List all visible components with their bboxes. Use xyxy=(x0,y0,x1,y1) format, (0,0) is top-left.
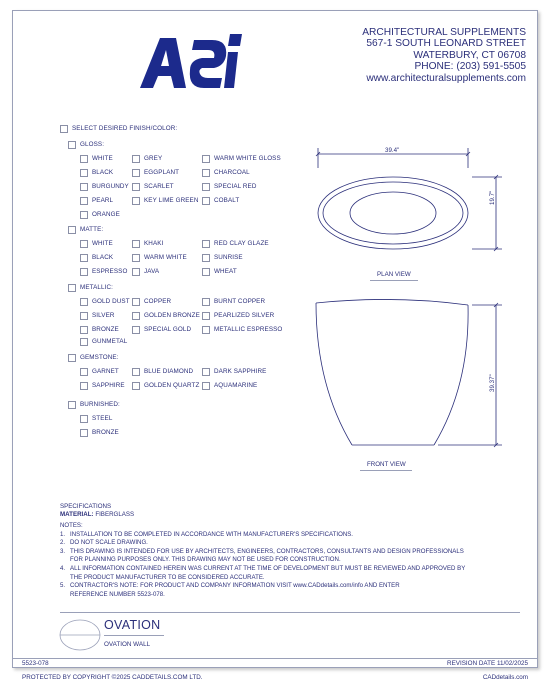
plan-depth-dimension: 19.7" xyxy=(489,190,496,205)
gemstone-garnet-checkbox[interactable] xyxy=(80,368,88,376)
company-name: ARCHITECTURAL SUPPLEMENTS xyxy=(362,27,526,38)
gloss-white-checkbox[interactable] xyxy=(80,155,88,163)
drawing-title: OVATION xyxy=(104,618,161,632)
front-view-drawing xyxy=(310,295,510,455)
material-line xyxy=(60,511,134,519)
gemstone-sapphire-label: SAPPHIRE xyxy=(92,382,125,389)
gloss-burgundy-checkbox[interactable] xyxy=(80,183,88,191)
gemstone-golden-quartz-label: GOLDEN QUARTZ xyxy=(144,382,200,389)
material-label: MATERIAL: xyxy=(60,511,94,518)
gloss-eggplant-checkbox[interactable] xyxy=(132,169,140,177)
metallic-golden-bronze-label: GOLDEN BRONZE xyxy=(144,312,200,319)
company-website[interactable]: www.architecturalsupplements.com xyxy=(366,72,526,84)
matte-java-label: JAVA xyxy=(144,268,160,275)
gloss-label: GLOSS: xyxy=(80,141,105,148)
gemstone-golden-quartz-checkbox[interactable] xyxy=(132,382,140,390)
gemstone-garnet-label: GARNET xyxy=(92,368,119,375)
gloss-charcoal-label: CHARCOAL xyxy=(214,169,250,176)
metallic-gunmetal-label: GUNMETAL xyxy=(92,338,128,345)
matte-sunrise-checkbox[interactable] xyxy=(202,254,210,262)
metallic-copper-checkbox[interactable] xyxy=(132,298,140,306)
title-underline xyxy=(104,635,164,636)
matte-white-checkbox[interactable] xyxy=(80,240,88,248)
gloss-white-label: WHITE xyxy=(92,155,113,162)
matte-warm-white-label: WARM WHITE xyxy=(144,254,187,261)
front-view-label: FRONT VIEW xyxy=(367,461,406,468)
finish-checkbox[interactable] xyxy=(60,125,68,133)
plan-width-dimension: 39.4" xyxy=(385,147,400,154)
plan-view-label: PLAN VIEW xyxy=(377,271,411,278)
gloss-special-red-label: SPECIAL RED xyxy=(214,183,257,190)
gloss-warm-white-gloss-checkbox[interactable] xyxy=(202,155,210,163)
finish-header: SELECT DESIRED FINISH/COLOR: xyxy=(72,125,178,132)
metallic-special-gold-label: SPECIAL GOLD xyxy=(144,326,192,333)
gloss-orange-checkbox[interactable] xyxy=(80,211,88,219)
burnished-checkbox[interactable] xyxy=(68,401,76,409)
gloss-key-lime-green-checkbox[interactable] xyxy=(132,197,140,205)
metallic-gold-dust-label: GOLD DUST xyxy=(92,298,130,305)
matte-espresso-label: ESPRESSO xyxy=(92,268,128,275)
gloss-black-label: BLACK xyxy=(92,169,114,176)
front-view-label-underline xyxy=(360,470,412,471)
asi-logo xyxy=(138,30,248,90)
gemstone-blue-diamond-checkbox[interactable] xyxy=(132,368,140,376)
matte-wheat-checkbox[interactable] xyxy=(202,268,210,276)
gloss-scarlet-label: SCARLET xyxy=(144,183,174,190)
metallic-metallic-espresso-checkbox[interactable] xyxy=(202,326,210,334)
matte-red-clay-glaze-checkbox[interactable] xyxy=(202,240,210,248)
gloss-key-lime-green-label: KEY LIME GREEN xyxy=(144,197,199,204)
matte-sunrise-label: SUNRISE xyxy=(214,254,243,261)
gloss-grey-label: GREY xyxy=(144,155,163,162)
gloss-cobalt-label: COBALT xyxy=(214,197,240,204)
gemstone-aquamarine-checkbox[interactable] xyxy=(202,382,210,390)
gloss-pearl-label: PEARL xyxy=(92,197,114,204)
burnished-bronze-label: BRONZE xyxy=(92,429,119,436)
material-value: FIBERGLASS xyxy=(95,511,135,518)
notes-section xyxy=(60,522,520,599)
matte-khaki-label: KHAKI xyxy=(144,240,164,247)
matte-black-label: BLACK xyxy=(92,254,114,261)
metallic-silver-checkbox[interactable] xyxy=(80,312,88,320)
metallic-gold-dust-checkbox[interactable] xyxy=(80,298,88,306)
gemstone-dark-sapphire-label: DARK SAPPHIRE xyxy=(214,368,267,375)
company-address-line2: WATERBURY, CT 06708 xyxy=(413,49,526,61)
specifications-header: SPECIFICATIONS xyxy=(60,503,112,510)
gloss-charcoal-checkbox[interactable] xyxy=(202,169,210,177)
company-phone: PHONE: (203) 591-5505 xyxy=(414,61,526,73)
gloss-special-red-checkbox[interactable] xyxy=(202,183,210,191)
metallic-bronze-label: BRONZE xyxy=(92,326,119,333)
note-item: 5. CONTRACTOR'S NOTE: FOR PRODUCT AND COMPANY INFORMATION VISIT www.CADdetails.com/info AND ENTER xyxy=(60,582,400,590)
metallic-gunmetal-checkbox[interactable] xyxy=(80,338,88,346)
metallic-bronze-checkbox[interactable] xyxy=(80,326,88,334)
metallic-checkbox[interactable] xyxy=(68,284,76,292)
metallic-pearlized-silver-label: PEARLIZED SILVER xyxy=(214,312,275,319)
gloss-orange-label: ORANGE xyxy=(92,211,120,218)
metallic-golden-bronze-checkbox[interactable] xyxy=(132,312,140,320)
matte-label: MATTE: xyxy=(80,226,104,233)
metallic-pearlized-silver-checkbox[interactable] xyxy=(202,312,210,320)
title-block-divider xyxy=(60,612,520,613)
gloss-checkbox[interactable] xyxy=(68,141,76,149)
gemstone-dark-sapphire-checkbox[interactable] xyxy=(202,368,210,376)
note-item-continued: THE PRODUCT MANUFACTURER TO BE CONSIDERED ACCURATE. xyxy=(70,573,265,581)
gloss-burgundy-label: BURGUNDY xyxy=(92,183,129,190)
burnished-steel-label: STEEL xyxy=(92,415,113,422)
plan-view-drawing xyxy=(310,140,510,290)
metallic-special-gold-checkbox[interactable] xyxy=(132,326,140,334)
note-item: 2. DO NOT SCALE DRAWING. xyxy=(60,539,148,547)
footer-divider xyxy=(12,658,538,659)
gemstone-blue-diamond-label: BLUE DIAMOND xyxy=(144,368,194,375)
metallic-metallic-espresso-label: METALLIC ESPRESSO xyxy=(214,326,283,333)
note-item-continued: FOR PLANNING PURPOSES ONLY. THIS DRAWING MAY NOT BE USED FOR CONSTRUCTION. xyxy=(70,556,341,564)
gloss-warm-white-gloss-label: WARM WHITE GLOSS xyxy=(214,155,281,162)
matte-warm-white-checkbox[interactable] xyxy=(132,254,140,262)
metallic-silver-label: SILVER xyxy=(92,312,115,319)
gloss-cobalt-checkbox[interactable] xyxy=(202,197,210,205)
metallic-label: METALLIC: xyxy=(80,284,113,291)
burnished-steel-checkbox[interactable] xyxy=(80,415,88,423)
note-item: 3. THIS DRAWING IS INTENDED FOR USE BY ARCHITECTS, ENGINEERS, CONTRACTORS, CONSULTANTS AND DESIGN PROFESSIONALS xyxy=(60,547,464,555)
gemstone-sapphire-checkbox[interactable] xyxy=(80,382,88,390)
note-item: 4. ALL INFORMATION CONTAINED HEREIN WAS CURRENT AT THE TIME OF DEVELOPMENT BUT MUST BE REVIEWED AND APPROVED BY xyxy=(60,564,466,572)
metallic-burnt-copper-label: BURNT COPPER xyxy=(214,298,266,305)
matte-wheat-label: WHEAT xyxy=(214,268,237,275)
gloss-scarlet-checkbox[interactable] xyxy=(132,183,140,191)
company-info xyxy=(362,27,526,84)
copyright-notice: PROTECTED BY COPYRIGHT ©2025 CADDETAILS.COM LTD. xyxy=(22,674,203,681)
matte-red-clay-glaze-label: RED CLAY GLAZE xyxy=(214,240,269,247)
gemstone-checkbox[interactable] xyxy=(68,354,76,362)
metallic-copper-label: COPPER xyxy=(144,298,172,305)
plan-view-label-underline xyxy=(370,280,418,281)
drawing-subtitle: OVATION WALL xyxy=(104,641,151,648)
reference-number: 5523-078 xyxy=(22,660,49,667)
burnished-bronze-checkbox[interactable] xyxy=(80,429,88,437)
gloss-black-checkbox[interactable] xyxy=(80,169,88,177)
company-address-line1: 567-1 SOUTH LEONARD STREET xyxy=(366,38,526,50)
note-item: 1. INSTALLATION TO BE COMPLETED IN ACCORDANCE WITH MANUFACTURER'S SPECIFICATIONS. xyxy=(60,530,353,538)
front-height-dimension: 39.37" xyxy=(489,374,496,392)
matte-white-label: WHITE xyxy=(92,240,113,247)
revision-date: REVISION DATE 11/02/2025 xyxy=(447,660,528,667)
note-item-continued: REFERENCE NUMBER 5523-078. xyxy=(70,590,165,598)
gloss-pearl-checkbox[interactable] xyxy=(80,197,88,205)
matte-java-checkbox[interactable] xyxy=(132,268,140,276)
matte-khaki-checkbox[interactable] xyxy=(132,240,140,248)
title-circle-symbol xyxy=(58,618,102,652)
caddetails-link[interactable]: CADdetails.com xyxy=(482,674,528,681)
gloss-grey-checkbox[interactable] xyxy=(132,155,140,163)
gemstone-label: GEMSTONE: xyxy=(80,354,119,361)
notes-header: NOTES: xyxy=(60,522,83,529)
matte-checkbox[interactable] xyxy=(68,226,76,234)
burnished-label: BURNISHED: xyxy=(80,401,120,408)
gemstone-aquamarine-label: AQUAMARINE xyxy=(214,382,258,389)
matte-espresso-checkbox[interactable] xyxy=(80,268,88,276)
metallic-burnt-copper-checkbox[interactable] xyxy=(202,298,210,306)
matte-black-checkbox[interactable] xyxy=(80,254,88,262)
gloss-eggplant-label: EGGPLANT xyxy=(144,169,180,176)
